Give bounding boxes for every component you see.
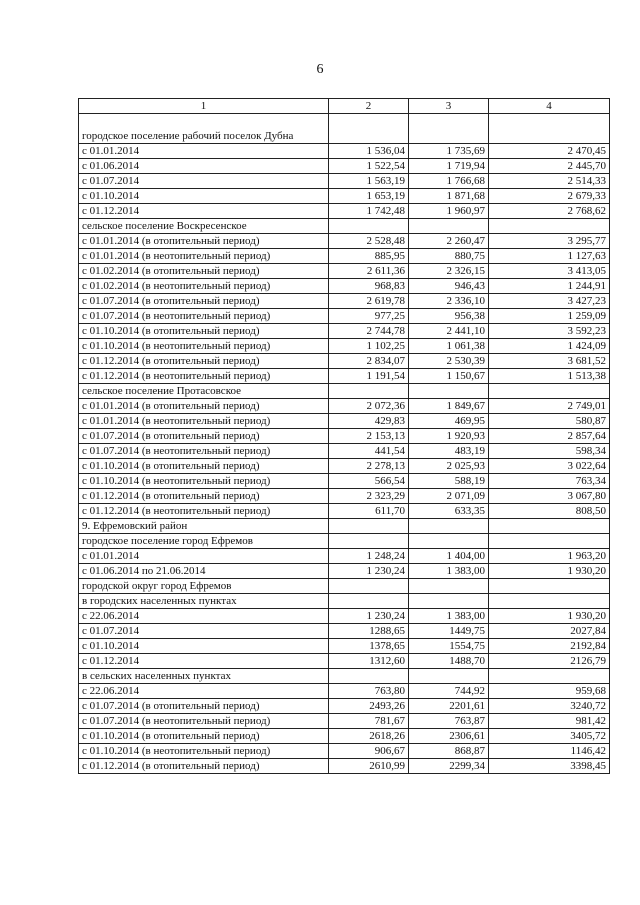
period-label: с 01.07.2014 (в отопительный период) — [79, 429, 329, 444]
value-cell-col3: 744,92 — [409, 684, 489, 699]
table-row — [79, 759, 610, 774]
value-cell-col3: 2 326,15 — [409, 264, 489, 279]
table-row — [79, 204, 610, 219]
table-row — [79, 429, 610, 444]
value-cell-col4: 3405,72 — [489, 729, 610, 744]
value-cell-col4: 2 445,70 — [489, 159, 610, 174]
value-cell-col2: 1 563,19 — [329, 174, 409, 189]
period-label: с 01.10.2014 (в неотопительный период) — [79, 474, 329, 489]
value-cell-col2: 977,25 — [329, 309, 409, 324]
value-cell-col4: 1 259,09 — [489, 309, 610, 324]
period-label: с 01.10.2014 (в отопительный период) — [79, 324, 329, 339]
value-cell-col3: 2 071,09 — [409, 489, 489, 504]
value-cell-col2: 1288,65 — [329, 624, 409, 639]
value-cell-col3 — [409, 384, 489, 399]
value-cell-col3: 1554,75 — [409, 639, 489, 654]
value-cell-col3: 588,19 — [409, 474, 489, 489]
value-cell-col3: 483,19 — [409, 444, 489, 459]
section-label: в городских населенных пунктах — [79, 594, 329, 609]
value-cell-col2: 781,67 — [329, 714, 409, 729]
value-cell-col2: 1 522,54 — [329, 159, 409, 174]
table-row — [79, 684, 610, 699]
period-label: с 01.01.2014 (в отопительный период) — [79, 234, 329, 249]
value-cell-col4 — [489, 669, 610, 684]
table-body — [79, 114, 610, 774]
value-cell-col4: 1 424,09 — [489, 339, 610, 354]
period-label: с 22.06.2014 — [79, 684, 329, 699]
value-cell-col4: 1 930,20 — [489, 564, 610, 579]
value-cell-col3: 1 719,94 — [409, 159, 489, 174]
value-cell-col4: 3398,45 — [489, 759, 610, 774]
value-cell-col2: 441,54 — [329, 444, 409, 459]
table-row — [79, 159, 610, 174]
table-row — [79, 339, 610, 354]
period-label: с 01.07.2014 (в неотопительный период) — [79, 444, 329, 459]
value-cell-col4: 2 679,33 — [489, 189, 610, 204]
value-cell-col3: 1 735,69 — [409, 144, 489, 159]
period-label: с 01.01.2014 — [79, 549, 329, 564]
value-cell-col3: 633,35 — [409, 504, 489, 519]
value-cell-col4: 959,68 — [489, 684, 610, 699]
period-label: с 01.06.2014 — [79, 159, 329, 174]
value-cell-col4 — [489, 519, 610, 534]
table-row — [79, 474, 610, 489]
value-cell-col3: 1 061,38 — [409, 339, 489, 354]
value-cell-col2: 566,54 — [329, 474, 409, 489]
value-cell-col4: 2 514,33 — [489, 174, 610, 189]
section-header-row — [79, 534, 610, 549]
table-row — [79, 549, 610, 564]
value-cell-col4: 2 768,62 — [489, 204, 610, 219]
value-cell-col2: 2610,99 — [329, 759, 409, 774]
value-cell-col3: 2 260,47 — [409, 234, 489, 249]
value-cell-col2: 2 323,29 — [329, 489, 409, 504]
value-cell-col3: 2201,61 — [409, 699, 489, 714]
value-cell-col3: 2299,34 — [409, 759, 489, 774]
period-label: с 01.07.2014 — [79, 624, 329, 639]
value-cell-col4: 1146,42 — [489, 744, 610, 759]
period-label: с 01.01.2014 (в отопительный период) — [79, 399, 329, 414]
value-cell-col3: 1 383,00 — [409, 609, 489, 624]
period-label: с 01.07.2014 (в отопительный период) — [79, 294, 329, 309]
value-cell-col4: 2027,84 — [489, 624, 610, 639]
value-cell-col4: 1 127,63 — [489, 249, 610, 264]
value-cell-col2: 1 230,24 — [329, 609, 409, 624]
value-cell-col2: 2493,26 — [329, 699, 409, 714]
section-label: городской округ город Ефремов — [79, 579, 329, 594]
table-row — [79, 699, 610, 714]
value-cell-col2: 1 191,54 — [329, 369, 409, 384]
table-row — [79, 294, 610, 309]
table-header-row — [79, 99, 610, 114]
value-cell-col3: 1449,75 — [409, 624, 489, 639]
value-cell-col4: 3 592,23 — [489, 324, 610, 339]
value-cell-col4: 3 427,23 — [489, 294, 610, 309]
period-label: с 01.12.2014 — [79, 204, 329, 219]
value-cell-col3: 1 960,97 — [409, 204, 489, 219]
period-label: с 01.02.2014 (в отопительный период) — [79, 264, 329, 279]
value-cell-col3: 880,75 — [409, 249, 489, 264]
table-row — [79, 459, 610, 474]
value-cell-col2 — [329, 579, 409, 594]
value-cell-col3: 1488,70 — [409, 654, 489, 669]
value-cell-col3: 2306,61 — [409, 729, 489, 744]
table-row — [79, 729, 610, 744]
value-cell-col4: 2126,79 — [489, 654, 610, 669]
value-cell-col2 — [329, 519, 409, 534]
value-cell-col4 — [489, 579, 610, 594]
value-cell-col4: 2 857,64 — [489, 429, 610, 444]
value-cell-col4: 1 244,91 — [489, 279, 610, 294]
table-row — [79, 399, 610, 414]
value-cell-col3: 1 920,93 — [409, 429, 489, 444]
value-cell-col3: 868,87 — [409, 744, 489, 759]
period-label: с 01.01.2014 — [79, 144, 329, 159]
section-header-row — [79, 384, 610, 399]
value-cell-col4: 3240,72 — [489, 699, 610, 714]
value-cell-col3: 469,95 — [409, 414, 489, 429]
period-label: с 01.12.2014 (в отопительный период) — [79, 354, 329, 369]
table-row — [79, 144, 610, 159]
value-cell-col2: 2 619,78 — [329, 294, 409, 309]
period-label: с 01.12.2014 (в отопительный период) — [79, 759, 329, 774]
value-cell-col3: 2 336,10 — [409, 294, 489, 309]
value-cell-col4: 3 681,52 — [489, 354, 610, 369]
table-row — [79, 354, 610, 369]
period-label: с 01.07.2014 (в неотопительный период) — [79, 309, 329, 324]
section-label: 9. Ефремовский район — [79, 519, 329, 534]
period-label: с 01.12.2014 (в неотопительный период) — [79, 504, 329, 519]
table-row — [79, 714, 610, 729]
value-cell-col3 — [409, 114, 489, 144]
table-row — [79, 744, 610, 759]
value-cell-col2: 611,70 — [329, 504, 409, 519]
table-row — [79, 264, 610, 279]
table-row — [79, 279, 610, 294]
value-cell-col3: 956,38 — [409, 309, 489, 324]
section-label: сельское поселение Протасовское — [79, 384, 329, 399]
value-cell-col2: 1 102,25 — [329, 339, 409, 354]
column-header-1: 1 — [79, 99, 329, 114]
section-header-row — [79, 519, 610, 534]
value-cell-col3: 2 441,10 — [409, 324, 489, 339]
table-row — [79, 309, 610, 324]
value-cell-col3 — [409, 219, 489, 234]
value-cell-col4 — [489, 219, 610, 234]
period-label: с 01.10.2014 (в неотопительный период) — [79, 339, 329, 354]
table-row — [79, 639, 610, 654]
value-cell-col2: 1 248,24 — [329, 549, 409, 564]
table-row — [79, 414, 610, 429]
value-cell-col4: 3 022,64 — [489, 459, 610, 474]
value-cell-col2: 763,80 — [329, 684, 409, 699]
value-cell-col2: 1 742,48 — [329, 204, 409, 219]
period-label: с 01.10.2014 — [79, 189, 329, 204]
value-cell-col3: 1 871,68 — [409, 189, 489, 204]
section-label: сельское поселение Воскресенское — [79, 219, 329, 234]
value-cell-col3: 2 025,93 — [409, 459, 489, 474]
period-label: с 01.10.2014 (в неотопительный период) — [79, 744, 329, 759]
table-row — [79, 369, 610, 384]
value-cell-col2: 1312,60 — [329, 654, 409, 669]
period-label: с 01.02.2014 (в неотопительный период) — [79, 279, 329, 294]
value-cell-col4 — [489, 114, 610, 144]
value-cell-col4: 981,42 — [489, 714, 610, 729]
period-label: с 01.10.2014 — [79, 639, 329, 654]
section-header-row — [79, 594, 610, 609]
value-cell-col4: 2 749,01 — [489, 399, 610, 414]
section-header-row — [79, 579, 610, 594]
section-header-row — [79, 669, 610, 684]
value-cell-col2: 2 153,13 — [329, 429, 409, 444]
value-cell-col2 — [329, 384, 409, 399]
value-cell-col2: 2 072,36 — [329, 399, 409, 414]
value-cell-col3: 1 766,68 — [409, 174, 489, 189]
value-cell-col2: 968,83 — [329, 279, 409, 294]
value-cell-col2: 1 536,04 — [329, 144, 409, 159]
table-row — [79, 324, 610, 339]
table-row — [79, 174, 610, 189]
period-label: с 01.10.2014 (в отопительный период) — [79, 459, 329, 474]
value-cell-col3: 1 404,00 — [409, 549, 489, 564]
value-cell-col2: 2 611,36 — [329, 264, 409, 279]
value-cell-col2 — [329, 114, 409, 144]
value-cell-col2: 2 528,48 — [329, 234, 409, 249]
column-header-3: 3 — [409, 99, 489, 114]
value-cell-col3: 946,43 — [409, 279, 489, 294]
value-cell-col3 — [409, 534, 489, 549]
value-cell-col3 — [409, 519, 489, 534]
value-cell-col3: 2 530,39 — [409, 354, 489, 369]
value-cell-col2 — [329, 534, 409, 549]
period-label: с 01.01.2014 (в неотопительный период) — [79, 249, 329, 264]
column-header-2: 2 — [329, 99, 409, 114]
value-cell-col3: 1 150,67 — [409, 369, 489, 384]
value-cell-col3: 1 849,67 — [409, 399, 489, 414]
table-row — [79, 624, 610, 639]
section-label: городское поселение город Ефремов — [79, 534, 329, 549]
value-cell-col2: 429,83 — [329, 414, 409, 429]
value-cell-col4: 1 963,20 — [489, 549, 610, 564]
value-cell-col4: 1 513,38 — [489, 369, 610, 384]
period-label: с 01.12.2014 (в неотопительный период) — [79, 369, 329, 384]
value-cell-col3: 763,87 — [409, 714, 489, 729]
value-cell-col2 — [329, 219, 409, 234]
column-header-4: 4 — [489, 99, 610, 114]
section-label: городское поселение рабочий поселок Дубна — [79, 114, 329, 144]
period-label: с 01.12.2014 (в отопительный период) — [79, 489, 329, 504]
value-cell-col2: 1378,65 — [329, 639, 409, 654]
section-header-row — [79, 219, 610, 234]
period-label: с 01.06.2014 по 21.06.2014 — [79, 564, 329, 579]
period-label: с 22.06.2014 — [79, 609, 329, 624]
table-row — [79, 654, 610, 669]
value-cell-col4: 2192,84 — [489, 639, 610, 654]
page-number: 6 — [316, 62, 324, 77]
period-label: с 01.07.2014 (в неотопительный период) — [79, 714, 329, 729]
value-cell-col2: 906,67 — [329, 744, 409, 759]
table-row — [79, 609, 610, 624]
value-cell-col2: 885,95 — [329, 249, 409, 264]
tariff-table — [78, 98, 610, 774]
period-label: с 01.07.2014 (в отопительный период) — [79, 699, 329, 714]
value-cell-col2: 2 278,13 — [329, 459, 409, 474]
value-cell-col2 — [329, 669, 409, 684]
value-cell-col4: 2 470,45 — [489, 144, 610, 159]
value-cell-col3: 1 383,00 — [409, 564, 489, 579]
value-cell-col4 — [489, 594, 610, 609]
value-cell-col4: 3 295,77 — [489, 234, 610, 249]
value-cell-col3 — [409, 669, 489, 684]
table-row — [79, 489, 610, 504]
table-row — [79, 504, 610, 519]
value-cell-col4: 808,50 — [489, 504, 610, 519]
value-cell-col4: 763,34 — [489, 474, 610, 489]
value-cell-col2: 2 744,78 — [329, 324, 409, 339]
value-cell-col4: 3 413,05 — [489, 264, 610, 279]
section-header-row — [79, 114, 610, 144]
value-cell-col2: 1 653,19 — [329, 189, 409, 204]
value-cell-col2: 1 230,24 — [329, 564, 409, 579]
period-label: с 01.07.2014 — [79, 174, 329, 189]
value-cell-col4: 1 930,20 — [489, 609, 610, 624]
value-cell-col4 — [489, 384, 610, 399]
table-row — [79, 444, 610, 459]
value-cell-col4: 580,87 — [489, 414, 610, 429]
table-row — [79, 189, 610, 204]
value-cell-col4: 598,34 — [489, 444, 610, 459]
value-cell-col2: 2618,26 — [329, 729, 409, 744]
value-cell-col4: 3 067,80 — [489, 489, 610, 504]
value-cell-col4 — [489, 534, 610, 549]
section-label: в сельских населенных пунктах — [79, 669, 329, 684]
value-cell-col2: 2 834,07 — [329, 354, 409, 369]
table-row — [79, 564, 610, 579]
period-label: с 01.01.2014 (в неотопительный период) — [79, 414, 329, 429]
value-cell-col3 — [409, 594, 489, 609]
table-row — [79, 249, 610, 264]
value-cell-col3 — [409, 579, 489, 594]
table-row — [79, 234, 610, 249]
period-label: с 01.10.2014 (в отопительный период) — [79, 729, 329, 744]
value-cell-col2 — [329, 594, 409, 609]
period-label: с 01.12.2014 — [79, 654, 329, 669]
